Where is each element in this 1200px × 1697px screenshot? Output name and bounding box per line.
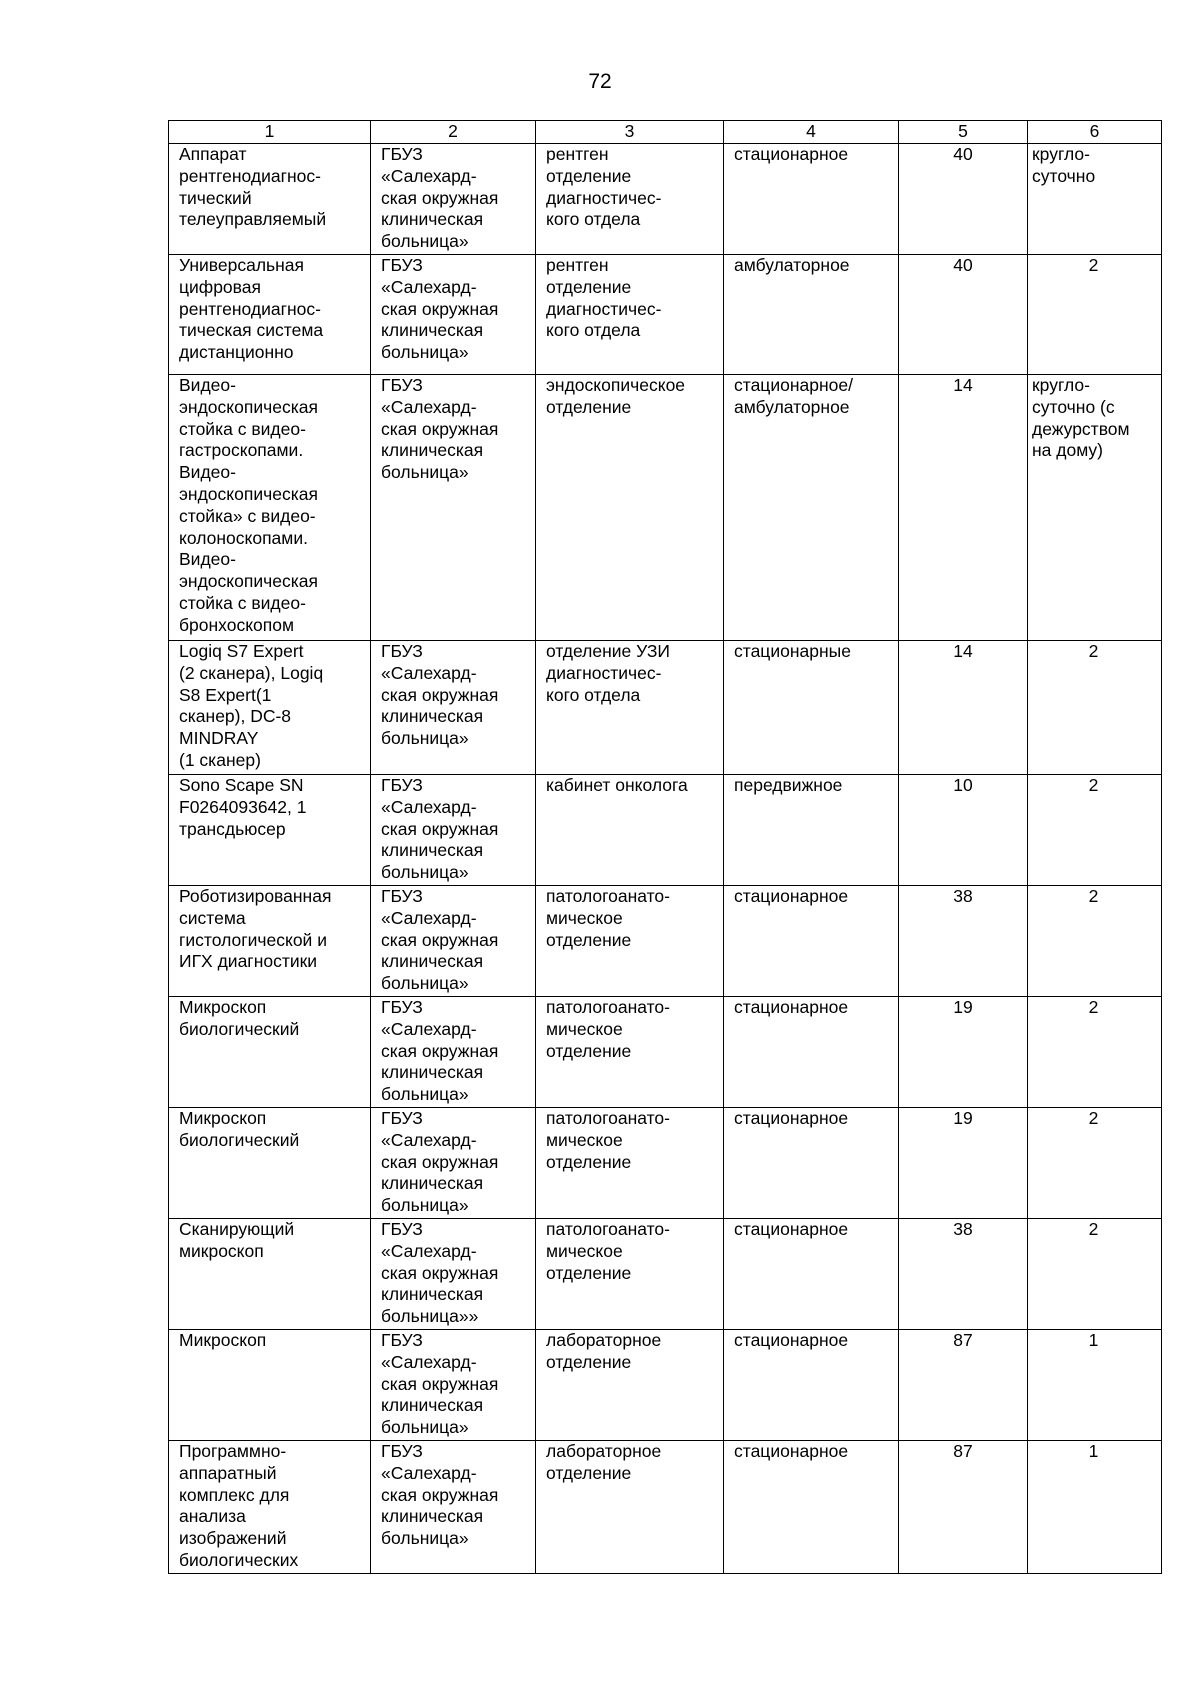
schedule-cell: кругло- суточно (с дежурством на дому) <box>1028 375 1162 641</box>
schedule-cell: 1 <box>1028 1330 1162 1441</box>
header-cell: 4 <box>724 121 899 144</box>
organization-cell: ГБУЗ «Салехард- ская окружная клиническая больница» <box>371 1441 536 1574</box>
schedule-cell: 2 <box>1028 641 1162 775</box>
value-cell: 10 <box>899 775 1028 886</box>
schedule-cell: 1 <box>1028 1441 1162 1574</box>
table-row <box>169 997 1162 1108</box>
equipment-name-cell: Микроскоп биологический <box>169 997 371 1108</box>
value-cell: 38 <box>899 886 1028 997</box>
department-cell: кабинет онколога <box>536 775 724 886</box>
department-cell: лабораторное отделение <box>536 1330 724 1441</box>
mode-cell: стационарное <box>724 1219 899 1330</box>
header-cell: 3 <box>536 121 724 144</box>
table-header-row <box>169 121 1162 144</box>
organization-cell: ГБУЗ «Салехард- ская окружная клиническая больница» <box>371 144 536 255</box>
equipment-table <box>168 120 1162 1574</box>
table-row <box>169 144 1162 255</box>
mode-cell: амбулаторное <box>724 255 899 375</box>
equipment-name-cell: Сканирующий микроскоп <box>169 1219 371 1330</box>
value-cell: 19 <box>899 1108 1028 1219</box>
schedule-cell: 2 <box>1028 1108 1162 1219</box>
organization-cell: ГБУЗ «Салехард- ская окружная клиническая больница» <box>371 1330 536 1441</box>
value-cell: 38 <box>899 1219 1028 1330</box>
value-cell: 14 <box>899 641 1028 775</box>
organization-cell: ГБУЗ «Салехард- ская окружная клиническая больница» <box>371 997 536 1108</box>
table-row <box>169 255 1162 375</box>
value-cell: 14 <box>899 375 1028 641</box>
organization-cell: ГБУЗ «Салехард- ская окружная клиническая больница» <box>371 886 536 997</box>
mode-cell: стационарное <box>724 144 899 255</box>
table-row <box>169 886 1162 997</box>
schedule-cell: 2 <box>1028 997 1162 1108</box>
mode-cell: стационарное <box>724 1441 899 1574</box>
table-row <box>169 1441 1162 1574</box>
equipment-name-cell: Микроскоп биологический <box>169 1108 371 1219</box>
value-cell: 40 <box>899 144 1028 255</box>
equipment-name-cell: Программно- аппаратный комплекс для анализа изображений биологических <box>169 1441 371 1574</box>
mode-cell: стационарные <box>724 641 899 775</box>
schedule-cell: кругло- суточно <box>1028 144 1162 255</box>
equipment-name-cell: Видео- эндоскопическая стойка с видео- гастроскопами. Видео- эндоскопическая стойка» с видео- колоноскопами. Видео- эндоскопическая стойка с видео- бронхоскопом <box>169 375 371 641</box>
value-cell: 87 <box>899 1441 1028 1574</box>
header-cell: 1 <box>169 121 371 144</box>
value-cell: 40 <box>899 255 1028 375</box>
department-cell: патологоанато- мическое отделение <box>536 1108 724 1219</box>
department-cell: рентген отделение диагностичес- кого отдела <box>536 255 724 375</box>
organization-cell: ГБУЗ «Салехард- ская окружная клиническая больница» <box>371 641 536 775</box>
page-number: 72 <box>588 70 612 93</box>
schedule-cell: 2 <box>1028 886 1162 997</box>
equipment-name-cell: Logiq S7 Expert (2 сканера), Logiq S8 Expert(1 сканер), DC-8 MINDRAY (1 сканер) <box>169 641 371 775</box>
table-row <box>169 775 1162 886</box>
mode-cell: стационарное <box>724 886 899 997</box>
equipment-name-cell: Аппарат рентгенодиагнос- тический телеуправляемый <box>169 144 371 255</box>
equipment-name-cell: Sono Scape SN F0264093642, 1 трансдьюсер <box>169 775 371 886</box>
schedule-cell: 2 <box>1028 1219 1162 1330</box>
department-cell: лабораторное отделение <box>536 1441 724 1574</box>
equipment-name-cell: Роботизированная система гистологической и ИГХ диагностики <box>169 886 371 997</box>
table-row <box>169 1330 1162 1441</box>
department-cell: отделение УЗИ диагностичес- кого отдела <box>536 641 724 775</box>
department-cell: рентген отделение диагностичес- кого отдела <box>536 144 724 255</box>
organization-cell: ГБУЗ «Салехард- ская окружная клиническая больница»» <box>371 1219 536 1330</box>
department-cell: патологоанато- мическое отделение <box>536 1219 724 1330</box>
department-cell: патологоанато- мическое отделение <box>536 997 724 1108</box>
equipment-name-cell: Универсальная цифровая рентгенодиагнос- тическая система дистанционно <box>169 255 371 375</box>
table-row <box>169 641 1162 775</box>
mode-cell: передвижное <box>724 775 899 886</box>
mode-cell: стационарное <box>724 997 899 1108</box>
department-cell: эндоскопическое отделение <box>536 375 724 641</box>
value-cell: 87 <box>899 1330 1028 1441</box>
schedule-cell: 2 <box>1028 255 1162 375</box>
mode-cell: стационарное <box>724 1108 899 1219</box>
department-cell: патологоанато- мическое отделение <box>536 886 724 997</box>
mode-cell: стационарное <box>724 1330 899 1441</box>
mode-cell: стационарное/ амбулаторное <box>724 375 899 641</box>
organization-cell: ГБУЗ «Салехард- ская окружная клиническая больница» <box>371 1108 536 1219</box>
organization-cell: ГБУЗ «Салехард- ская окружная клиническая больница» <box>371 775 536 886</box>
table-row <box>169 1219 1162 1330</box>
header-cell: 6 <box>1028 121 1162 144</box>
organization-cell: ГБУЗ «Салехард- ская окружная клиническая больница» <box>371 375 536 641</box>
header-cell: 2 <box>371 121 536 144</box>
table-row <box>169 375 1162 641</box>
value-cell: 19 <box>899 997 1028 1108</box>
header-cell: 5 <box>899 121 1028 144</box>
table-row <box>169 1108 1162 1219</box>
equipment-name-cell: Микроскоп <box>169 1330 371 1441</box>
schedule-cell: 2 <box>1028 775 1162 886</box>
organization-cell: ГБУЗ «Салехард- ская окружная клиническая больница» <box>371 255 536 375</box>
